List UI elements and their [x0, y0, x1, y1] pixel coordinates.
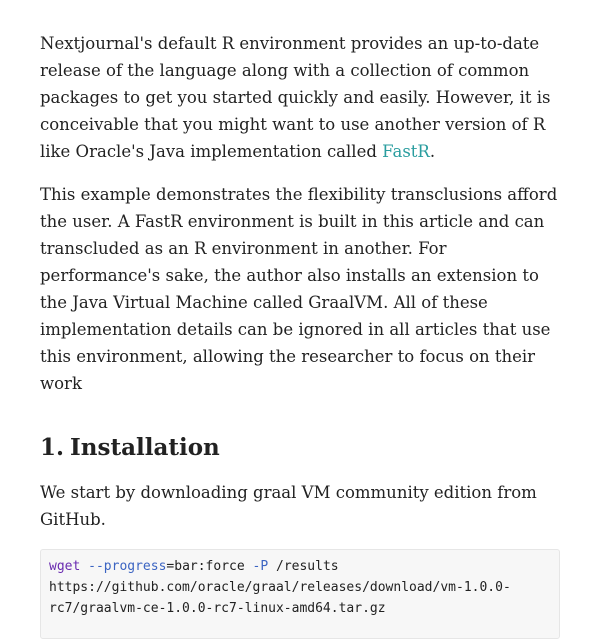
installation-paragraph: We start by downloading graal VM community edition from GitHub.: [40, 483, 537, 529]
intro-paragraph-1-end: .: [429, 142, 436, 161]
code-line-3: rc7/graalvm-ce-1.0.0-rc7-linux-amd64.tar.gz: [49, 601, 386, 616]
fastr-link[interactable]: FastR: [382, 142, 430, 161]
code-line-1: [49, 556, 551, 577]
intro-paragraph-1-text: Nextjournal's default R environment provides an up-to-date release of the language along with a collection of common packages to get you started quickly and easily. However, it is conceivable that you might want to use another version of R like Oracle's Java implementation called: [40, 34, 551, 161]
intro-paragraph-2: This example demonstrates the flexibility transclusions afford the user. A FastR environment is built in this article and can transcluded as an R environment in another. For performance's sake, the author also installs an extension to the Java Virtual Machine called GraalVM. All of these implementation details can be ignored in all articles that use this environment, allowing the researcher to focus on their work: [40, 185, 558, 393]
section-title: Installation: [70, 434, 220, 461]
code-flag-progress: --progress: [88, 559, 167, 574]
article-body: [40, 30, 560, 639]
code-flag-p: -P: [252, 559, 269, 574]
code-arg-results: /results: [268, 559, 339, 574]
intro-paragraph-1: [40, 30, 560, 165]
code-command: wget: [49, 559, 81, 574]
code-arg-progress: =bar:force: [166, 559, 253, 574]
code-line-2: https://github.com/oracle/graal/releases/download/vm-1.0.0-: [49, 580, 511, 595]
code-cell[interactable]: [40, 549, 560, 639]
section-heading-installation: [40, 433, 560, 463]
section-number: 1.: [40, 434, 65, 461]
